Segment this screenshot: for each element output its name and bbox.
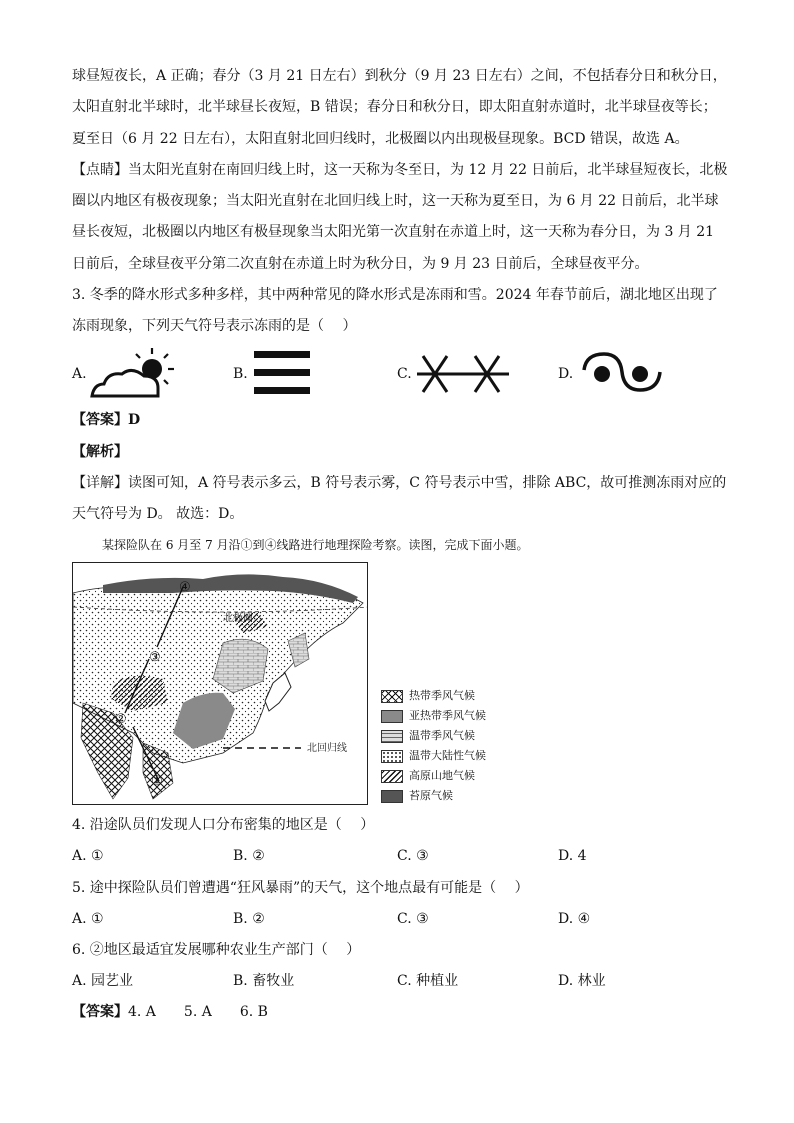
route-point-3: ③ (149, 650, 161, 665)
paragraph-line-3: 夏至日（6 月 22 日左右），太阳直射北回归线时，北极圈以内出现极昼现象。BCD 错误，故选 A。 (72, 131, 689, 147)
legend-swatch-brick (381, 730, 403, 743)
q5-option-a[interactable]: A. ① (72, 911, 104, 927)
paragraph-line-1: 球昼短夜长，A 正确；春分（3 月 21 日左右）到秋分（9 月 23 日左右）之间，不包括春分日和秋分日， (72, 68, 727, 84)
legend-swatch-dark (381, 790, 403, 803)
final-answer-values: 4. A 5. A 6. B (128, 1004, 268, 1020)
legend-label: 热带季风气候 (409, 689, 475, 702)
paragraph-line-7: 日前后，全球昼夜平分第二次直射在赤道上时为秋分日，为 9 月 23 日前后，全球昼夜平分。 (72, 256, 649, 272)
legend-swatch-gray (381, 710, 403, 723)
tropic-of-cancer-label: 北回归线 (307, 743, 347, 754)
q4-option-d[interactable]: D. 4 (558, 848, 587, 864)
legend-tropical-monsoon (381, 689, 475, 703)
legend-label: 温带季风气候 (409, 729, 475, 742)
q6-option-b[interactable]: B. 畜牧业 (233, 973, 295, 989)
climate-route-map (72, 562, 368, 805)
q3-stem-line-1: 3. 冬季的降水形式多种多样，其中两种常见的降水形式是冻雨和雪。2024 年春节前后，湖北地区出现了 (72, 287, 718, 303)
q5-option-c[interactable]: C. ③ (397, 911, 429, 927)
q6-stem: 6. ②地区最适宜发展哪种农业生产部门（ ） (72, 942, 361, 958)
freezing-rain-icon (578, 350, 664, 396)
group-intro: 某探险队在 6 月至 7 月沿①到④线路进行地理探险考察。读图，完成下面小题。 (102, 538, 529, 552)
q4-option-c[interactable]: C. ③ (397, 848, 429, 864)
paragraph-line-2: 太阳直射北半球时，北半球昼长夜短，B 错误；春分日和秋分日，即太阳直射赤道时，北半球昼夜等长； (72, 99, 717, 115)
q6-option-d[interactable]: D. 林业 (558, 973, 606, 989)
q6-option-c[interactable]: C. 种植业 (397, 973, 459, 989)
q3-stem-line-2: 冻雨现象，下列天气符号表示冻雨的是（ ） (72, 318, 357, 334)
q3-option-a-label: A. (72, 366, 87, 382)
final-answer-label: 【答案】 (72, 1004, 128, 1020)
legend-subtropical-monsoon (381, 709, 486, 723)
q3-detail-line-1: 【详解】读图可知，A 符号表示多云，B 符号表示雾，C 符号表示中雪，排除 ABC，故可推测冻雨对应的 (72, 475, 727, 491)
q5-option-d[interactable]: D. ④ (558, 911, 591, 927)
route-point-2: ② (115, 712, 127, 727)
q3-detail-line-2: 天气符号为 D。 故选：D。 (72, 506, 244, 522)
q4-stem: 4. 沿途队员们发现人口分布密集的地区是（ ） (72, 817, 375, 833)
moderate-snow-icon (413, 350, 513, 398)
legend-plateau-mountain (381, 769, 475, 783)
final-answer-line (72, 1002, 268, 1022)
legend-swatch-diagonal (381, 770, 403, 783)
legend-swatch-crosshatch (381, 690, 403, 703)
q5-option-b[interactable]: B. ② (233, 911, 265, 927)
route-point-1: ① (151, 774, 163, 789)
paragraph-line-4: 【点睛】当太阳光直射在南回归线上时，这一天称为冬至日，为 12 月 22 日前后，北半球昼短夜长，北极 (72, 162, 728, 178)
route-point-4: ④ (179, 580, 191, 595)
q3-analysis-heading: 【解析】 (72, 444, 128, 460)
arctic-circle-label: 北极圈 (223, 613, 253, 624)
partly-cloudy-icon (88, 346, 182, 398)
legend-label: 高原山地气候 (409, 769, 475, 782)
legend-label: 亚热带季风气候 (409, 709, 486, 722)
legend-label: 苔原气候 (409, 789, 453, 802)
q3-option-d-label: D. (558, 366, 574, 382)
q4-option-b[interactable]: B. ② (233, 848, 265, 864)
paragraph-line-5: 圈以内地区有极夜现象；当太阳光直射在北回归线上时，这一天称为夏至日，为 6 月 22 日前后，北半球 (72, 193, 719, 209)
q5-stem: 5. 途中探险队员们曾遭遇“狂风暴雨”的天气，这个地点最有可能是（ ） (72, 880, 529, 896)
paragraph-line-6: 昼长夜短，北极圈以内地区有极昼现象当太阳光第一次直射在赤道上时，这一天称为春分日，为 3 月 21 (72, 224, 715, 240)
fog-icon (254, 351, 310, 395)
q3-option-c-label: C. (397, 366, 412, 382)
legend-temperate-continental (381, 749, 486, 763)
q3-answer: 【答案】D (72, 412, 141, 428)
legend-label: 温带大陆性气候 (409, 749, 486, 762)
q6-option-a[interactable]: A. 园艺业 (72, 973, 134, 989)
q4-option-a[interactable]: A. ① (72, 848, 104, 864)
legend-temperate-monsoon (381, 729, 475, 743)
legend-swatch-dots (381, 750, 403, 763)
q3-option-b-label: B. (233, 366, 248, 382)
legend-tundra (381, 789, 453, 803)
